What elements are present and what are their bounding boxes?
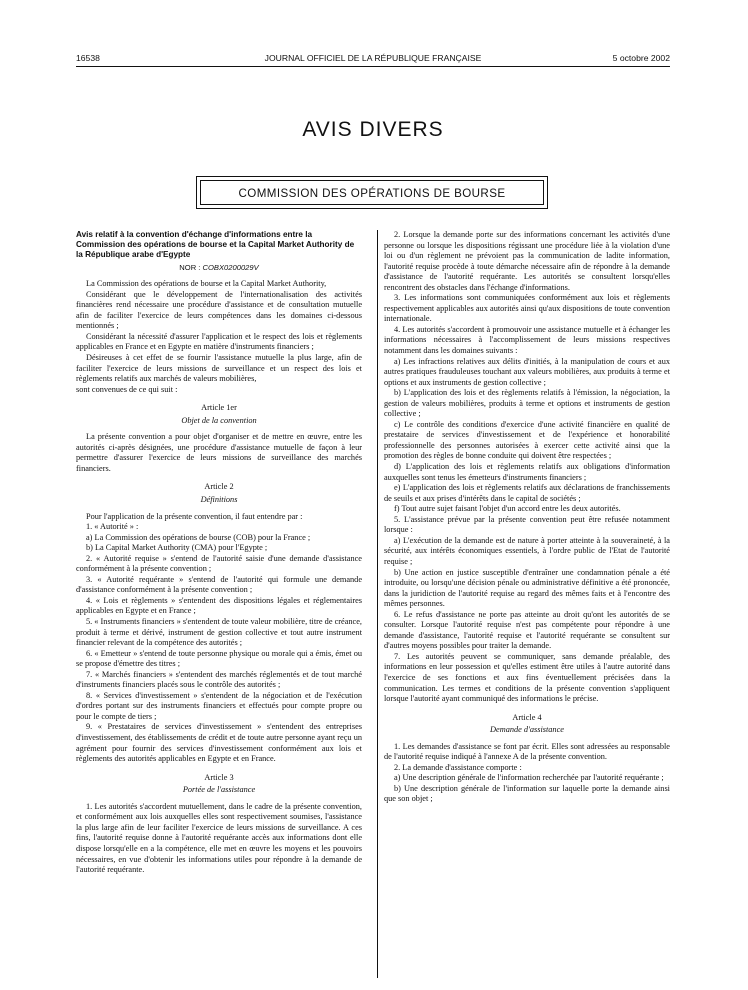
article-paragraph: d) L'application des lois et règlements relatifs aux obligations d'information auxquelles sont tenus les émetteurs d'instruments financiers ; [384,462,670,482]
article-2-subtitle: Définitions [200,495,238,504]
article-paragraph: b) La Capital Market Authority (CMA) pour l'Egypte ; [86,543,268,553]
commission-box [196,176,548,209]
article-paragraph: a) L'exécution de la demande est de nature à porter atteinte à la souveraineté, à la sécurité, aux intérêts économiques essentiels, à l'ordre public de l'Etat de l'autorité requise ; [384,535,670,566]
article-paragraph: a) Les infractions relatives aux délits d'initiés, à la manipulation de cours et aux autres pratiques frauduleuses touchant aux valeurs mobilières, aux produits à terme et options et aux instruments de gestion collective ; [384,356,670,387]
article-paragraph: 1. Les demandes d'assistance se font par écrit. Elles sont adressées au responsable de l'autorité requise indiqué à l'annexe A de la présente convention. [384,741,670,762]
issue-date: 5 octobre 2002 [612,53,670,63]
article-paragraph: 3. « Autorité requérante » s'entend de l'autorité qui formule une demande d'assistance conformément à la présente convention ; [76,574,362,595]
article-paragraph: 3. Les informations sont communiquées conformément aux lois et règlements respectivement applicables aux autorités ainsi qu'aux dispositions de toute convention internationale. [384,293,670,324]
preamble-paragraph: Désireuses à cet effet de se fournir l'assistance mutuelle la plus large, afin de faciliter l'exercice de leurs missions de surveillance et un respect des lois et règlements relatifs aux marchés de valeurs mobilières, [76,352,362,384]
right-column [384,230,670,805]
article-paragraph: 6. « Emetteur » s'entend de toute personne physique ou morale qui a émis, émet ou se propose d'émettre des titres ; [76,648,362,669]
article-paragraph: 2. Lorsque la demande porte sur des informations concernant les activités d'une personne ou lorsque les dispositions régissant une procédure liée à la violation d'une loi ou d'un règlement ne prévoient pas la communication de ladite information, l'autorité requise procède à toute démarche nécessaire afin de répondre à la demande d'assistance de l'autorité requérante. Les autorités se consultent lorsqu'elles rencontrent des obstacles dans l'échange d'informations. [384,230,670,292]
section-title: AVIS DIVERS [302,118,444,141]
article-paragraph: 9. « Prestataires de services d'investissement » s'entendent des entreprises d'investissement, des établissements de crédit et de toute autre personne ayant reçu un agrément pour fournir des services d'investissement conformément aux lois et règlements des autorités applicables en Egypte et en France. [76,722,362,764]
article-4-subtitle: Demande d'assistance [490,725,564,735]
article-1-title: Article 1er [201,403,237,413]
article-3-title: Article 3 [204,772,234,782]
article-paragraph: c) Le contrôle des conditions d'exercice d'une activité financière en qualité de prestataire de services d'investissement et de l'expérience et honorabilité professionnelle des personnes autorisées à exercer cette activité ainsi que la promotion des règles de bonne conduite qui doivent être respectées ; [384,419,670,461]
article-1-subtitle: Objet de la convention [181,415,257,425]
article-paragraph: 1. « Autorité » : [86,522,139,532]
convenues-line: sont convenues de ce qui suit : [76,384,178,394]
article-paragraph: La présente convention a pour objet d'organiser et de mettre en œuvre, entre les autorités ci-après désignées, une procédure d'assistance mutuelle de façon à leur permettre d'assurer l'exercice de leurs missions de surveillance des marchés financiers. [76,432,362,473]
article-paragraph: f) Tout autre sujet faisant l'objet d'un accord entre les deux autorités. [394,504,621,514]
article-paragraph: b) L'application des lois et des règlements relatifs à l'émission, la négociation, la gestion de valeurs mobilières, produits à terme et options et instruments de gestion collective ; [384,388,670,419]
column-divider [377,230,378,978]
running-header [76,53,670,65]
notice-title: Avis relatif à la convention d'échange d'informations entre la Commission des opérations de bourse et la Capital Market Authority de la République arabe d'Egypte [76,230,355,260]
article-paragraph: a) La Commission des opérations de bourse (COB) pour la France ; [86,532,311,542]
article-paragraph: 4. Les autorités s'accordent à promouvoir une assistance mutuelle et à échanger les informations nécessaires à l'accomplissement de leurs missions respectives notamment dans les domaines suivants : [384,324,670,356]
preamble-paragraph: Considérant la nécessité d'assurer l'application et le respect des lois et règlements applicables en France et en Egypte en matière d'instruments financiers ; [76,331,362,352]
article-paragraph: 2. « Autorité requise » s'entend de l'autorité saisie d'une demande d'assistance conformément à la présente convention ; [76,553,362,574]
article-paragraph: Pour l'application de la présente convention, il faut entendre par : [86,511,303,521]
left-column [76,230,362,876]
article-paragraph: 2. La demande d'assistance comporte : [394,762,522,772]
nor-reference [76,263,362,274]
article-paragraph: e) L'application des lois et règlements relatifs aux déclarations de franchissements de seuils et aux prises d'intérêts dans le capital de sociétés ; [384,483,670,503]
article-3-subtitle: Portée de l'assistance [182,785,256,795]
article-paragraph: 4. « Lois et règlements » s'entendent des dispositions légales et réglementaires applicables en Egypte et en France ; [76,595,362,616]
article-4-title: Article 4 [512,712,542,722]
header-rule [76,66,670,67]
commission-name: COMMISSION DES OPÉRATIONS DE BOURSE [200,180,544,205]
article-paragraph: 7. Les autorités peuvent se communiquer, sans demande préalable, des informations en leur possession et qu'elles estiment être utiles à l'autre autorité dans l'exercice de ses fonctions et aux fins éventuellement précisées dans la communication. Les termes et conditions de la présente convention s'appliquent lorsque l'autorité ayant communiqué des informations le précise. [384,651,670,704]
article-paragraph: 8. « Services d'investissement » s'entendent de la négociation et de l'exécution d'ordres portant sur des instruments financiers et effectués pour compte propre ou pour le compte de tiers ; [76,690,362,721]
article-paragraph: a) Une description générale de l'information recherchée par l'autorité requérante ; [394,773,664,783]
article-2-title: Article 2 [204,482,234,492]
article-paragraph: 5. L'assistance prévue par la présente convention peut être refusée notamment lorsque : [384,514,670,535]
article-paragraph: 5. « Instruments financiers » s'entendent de toute valeur mobilière, titre de créance, produit à terme et dérivé, instrument de gestion collective et tout autre instrument financier relevant de la compétence des autorités ; [76,617,362,648]
nor-code: COBX0200029V [202,262,259,272]
preamble-paragraph: Considérant que le développement de l'internationalisation des activités financières rend nécessaire une procédure d'assistance et de consultation mutuelle afin de faciliter l'exercice de leurs compétences dans les domaines ci-dessous mentionnés ; [76,289,362,331]
article-3-paragraph-1-start: 1. Les autorités s'accordent mutuellement, dans le cadre de la présente convention, et conformément aux lois auxquelles elles sont respectivement soumises, l'assistance la plus large afin de leur faciliter l'exercice de leurs missions de surveillance. A ces fins, l'autorité requise donne à l'autorité requérante accès aux informations dont elle dispose lorsqu'elle en a la compétence, elle met en œuvre les moyens et les pouvoirs nécessaires, en vue d'obtenir les informations utiles pour répondre à la demande de l'autorité requérante. [76,801,362,875]
journal-title: JOURNAL OFFICIEL DE LA RÉPUBLIQUE FRANÇAISE [264,53,482,63]
article-paragraph: b) Une action en justice susceptible d'entraîner une condamnation pénale a été introduite, ou lorsqu'une décision pénale ou administrative définitive a été prononcée, dans la juridiction de l'autorité requise au regard des mêmes faits et à l'encontre des mêmes personnes. [384,567,670,609]
article-paragraph: 6. Le refus d'assistance ne porte pas atteinte au droit qu'ont les autorités de se consulter. Lorsque l'autorité requise n'est pas compétente pour répondre à une demande d'assistance, l'autorité requise et l'autorité requérante se consultent sur d'autres moyens possibles pour traiter la demande. [384,609,670,651]
nor-label: NOR : [179,262,201,272]
preamble-paragraph: La Commission des opérations de bourse et la Capital Market Authority, [86,279,327,289]
article-paragraph: 7. « Marchés financiers » s'entendent des marchés réglementés et de tout marché d'instruments financiers placés sous le contrôle des autorités ; [76,669,362,690]
page-number: 16538 [76,53,100,63]
article-paragraph: b) Une description générale de l'information sur laquelle porte la demande ainsi que son objet ; [384,783,670,804]
